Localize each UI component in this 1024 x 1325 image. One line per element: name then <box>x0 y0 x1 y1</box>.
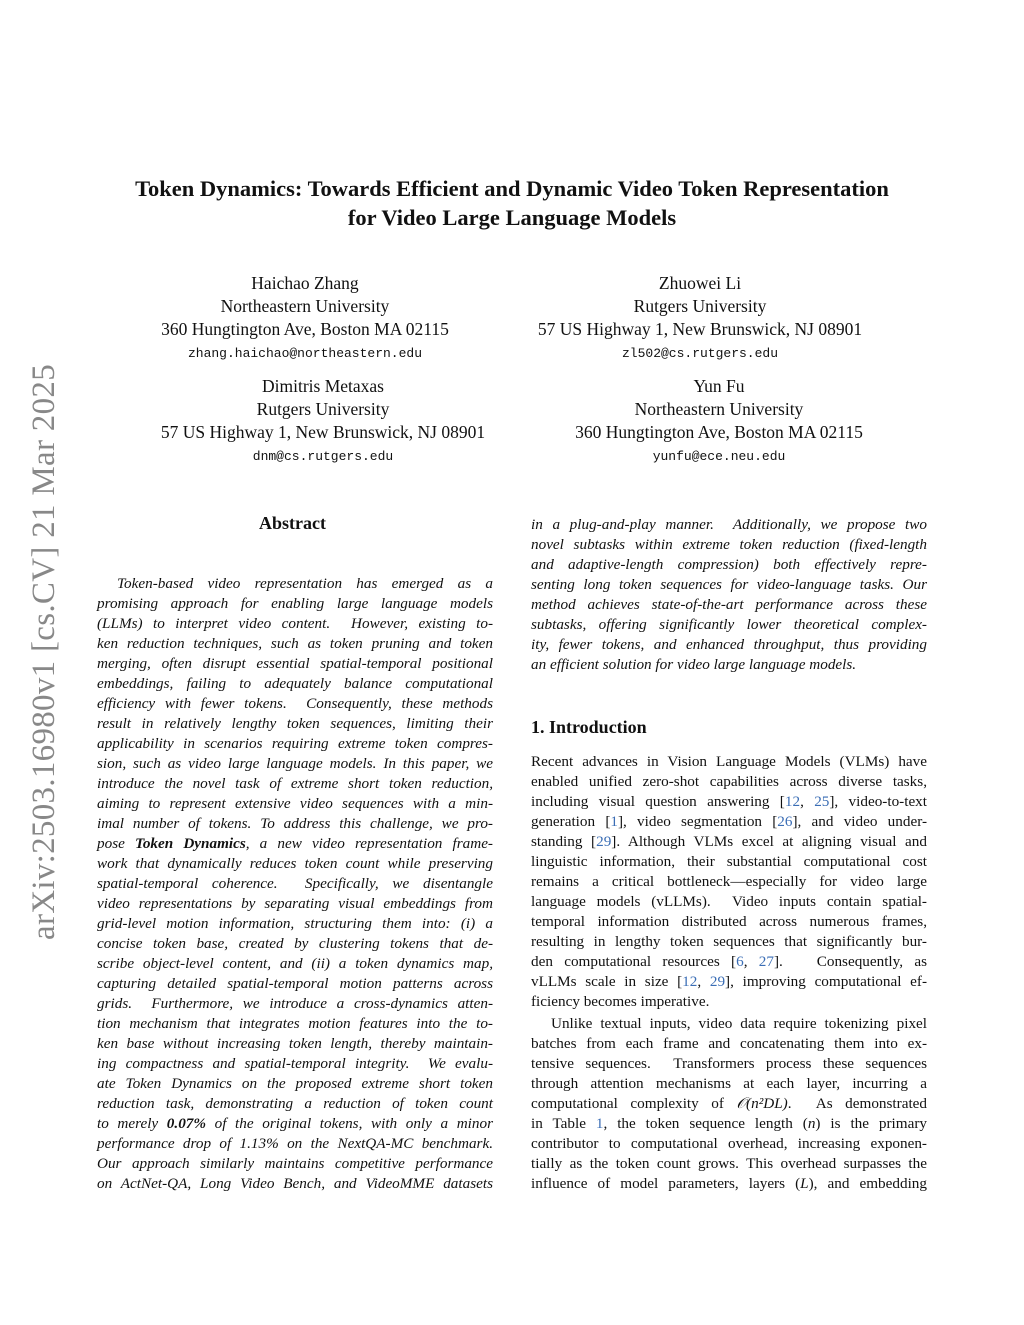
text-segment: Token-based video representation has emerged as a <box>117 575 493 592</box>
author-block <box>490 272 910 367</box>
text-segment: efficiency with fewer tokens. Consequently, these methods <box>97 695 493 712</box>
text-line <box>97 1154 493 1174</box>
math-text: L <box>800 1175 809 1192</box>
author-address: 57 US Highway 1, New Brunswick, NJ 08901 <box>160 422 486 442</box>
text-line <box>531 1134 927 1154</box>
arxiv-identifier-sidebar: arXiv:2503.16980v1 [cs.CV] 21 Mar 2025 <box>26 364 62 940</box>
text-segment: , <box>800 793 815 810</box>
citation-link[interactable]: 6 <box>736 953 744 970</box>
text-line <box>97 734 493 754</box>
text-line <box>531 752 927 772</box>
text-line <box>531 1114 927 1134</box>
text-line <box>531 892 927 912</box>
text-segment: ing compactness and spatial-temporal integrity. We evalu- <box>97 1055 493 1072</box>
title-line: Token Dynamics: Towards Efficient and Dynamic Video Token Representation <box>135 176 889 201</box>
text-segment: pose <box>97 835 135 852</box>
text-line <box>531 635 927 655</box>
text-segment: computational complexity of <box>531 1095 737 1112</box>
text-segment: resulting in lengthy token sequences that significantly bur- <box>531 933 927 950</box>
text-line <box>531 1054 927 1074</box>
author-name: Yun Fu <box>693 376 745 396</box>
text-segment: ) is the primary <box>815 1115 927 1132</box>
text-segment: sion, such as video large language models. In this paper, we <box>97 755 493 772</box>
title-line: for Video Large Language Models <box>347 205 677 230</box>
text-line <box>531 872 927 892</box>
text-line <box>531 932 927 952</box>
text-line <box>97 794 493 814</box>
text-line <box>97 914 493 934</box>
text-segment: tion mechanism that integrates motion features into the to- <box>97 1015 493 1032</box>
text-line <box>97 774 493 794</box>
author-email[interactable]: zhang.haichao@northeastern.edu <box>187 346 423 361</box>
text-segment: ), and embedding <box>808 1175 927 1192</box>
text-segment: tensive sequences. Transformers process these sequences <box>531 1055 927 1072</box>
author-affiliation: Northeastern University <box>220 296 390 316</box>
author-name: Haichao Zhang <box>251 273 359 293</box>
text-segment: Recent advances in Vision Language Models (VLMs) have <box>531 753 927 770</box>
text-segment: imal number of tokens. To address this challenge, we pro- <box>97 815 493 832</box>
author-name: Zhuowei Li <box>658 273 742 293</box>
text-line <box>531 792 927 812</box>
text-segment: ken reduction techniques, such as token pruning and token <box>97 635 493 652</box>
text-segment: , a new video representation frame- <box>245 835 493 852</box>
text-line <box>97 594 493 614</box>
text-line <box>97 714 493 734</box>
text-segment: contributor to computational overhead, increasing exponen- <box>531 1135 927 1152</box>
text-line <box>97 614 493 634</box>
text-segment: scribe object-level content, and (ii) a token dynamics map, <box>97 955 493 972</box>
text-line <box>531 1034 927 1054</box>
text-line <box>97 674 493 694</box>
text-line <box>531 812 927 832</box>
text-segment: senting long token sequences for video-language tasks. Our <box>531 576 927 593</box>
text-segment: ken base without increasing token length, thereby maintain- <box>97 1035 493 1052</box>
text-segment: , <box>743 953 759 970</box>
text-segment: novel subtasks within extreme token reduction (fixed-length <box>531 536 927 553</box>
text-line <box>531 912 927 932</box>
text-line <box>531 1014 927 1034</box>
introduction-paragraph-1 <box>531 752 927 1012</box>
citation-link[interactable]: 1 <box>610 813 618 830</box>
text-segment: subtasks, offering significantly lower theoretical complex- <box>531 616 927 633</box>
text-line <box>531 655 927 675</box>
text-segment: ], and video under- <box>792 813 928 830</box>
author-email[interactable]: zl502@cs.rutgers.edu <box>621 346 779 361</box>
bold-text: 0.07% <box>166 1115 207 1132</box>
text-line <box>531 515 927 535</box>
text-line <box>97 854 493 874</box>
text-segment: enabled unified zero-shot capabilities across diverse tasks, <box>531 773 927 790</box>
text-line <box>97 874 493 894</box>
text-segment: (LLMs) to interpret video content. However, existing to- <box>97 615 493 632</box>
text-segment: aiming to represent extensive video sequences with a min- <box>97 795 493 812</box>
text-segment: . As demonstrated <box>787 1095 927 1112</box>
text-line <box>97 574 493 594</box>
abstract-left-column <box>97 574 493 1194</box>
citation-link[interactable]: 29 <box>596 833 612 850</box>
text-segment: result in relatively lengthy token sequences, limiting their <box>97 715 493 732</box>
text-segment: vLLMs scale in size [ <box>531 973 683 990</box>
text-segment: standing [ <box>531 833 597 850</box>
text-segment: influence of model parameters, layers ( <box>531 1175 801 1192</box>
text-segment: ]. Consequently, as <box>773 953 928 970</box>
text-segment: promising approach for enabling large language models <box>97 595 493 612</box>
text-line <box>97 634 493 654</box>
text-line <box>531 595 927 615</box>
text-line <box>531 615 927 635</box>
author-affiliation: Rutgers University <box>256 399 390 419</box>
text-line <box>531 992 927 1012</box>
text-line <box>97 1034 493 1054</box>
author-affiliation: Northeastern University <box>634 399 804 419</box>
text-line <box>97 814 493 834</box>
text-segment: embeddings, failing to adequately balance computational <box>97 675 493 692</box>
citation-link[interactable]: 26 <box>777 813 793 830</box>
text-segment: an efficient solution for video large language models. <box>531 656 857 673</box>
text-segment: ], video-to-text <box>829 793 927 810</box>
text-segment: ity, fewer tokens, and enhanced throughput, thus providing <box>531 636 927 653</box>
text-segment: remains a critical bottleneck—especially for video large <box>531 873 927 890</box>
bold-text: Token Dynamics <box>134 835 246 852</box>
text-line <box>531 832 927 852</box>
author-address: 57 US Highway 1, New Brunswick, NJ 08901 <box>537 319 863 339</box>
text-segment: tially as the token count grows. This overhead surpasses the <box>531 1155 927 1172</box>
text-line <box>97 1054 493 1074</box>
text-segment: reduction task, demonstrating a reduction of token count <box>97 1095 493 1112</box>
text-segment: batches from each frame and concatenating them into ex- <box>531 1035 927 1052</box>
citation-link[interactable]: 1 <box>595 1115 604 1132</box>
text-segment: temporal information distributed across numerous frames, <box>531 913 927 930</box>
abstract-right-column <box>531 515 927 675</box>
text-segment: , the token sequence length ( <box>603 1115 808 1132</box>
text-line <box>97 994 493 1014</box>
text-line <box>531 1074 927 1094</box>
text-segment: capturing detailed spatial-temporal motion patterns across <box>97 975 493 992</box>
text-line <box>531 555 927 575</box>
text-segment: in Table <box>531 1115 596 1132</box>
author-block <box>509 375 929 470</box>
text-segment: through attention mechanisms at each layer, incurring a <box>531 1075 927 1092</box>
text-line <box>97 694 493 714</box>
text-segment: concise token base, created by clustering tokens that de- <box>97 935 493 952</box>
text-segment: , <box>697 973 710 990</box>
text-line <box>531 575 927 595</box>
text-line <box>97 1134 493 1154</box>
text-line <box>97 1114 493 1134</box>
author-address: 360 Hungtington Ave, Boston MA 02115 <box>161 319 449 339</box>
citation-link[interactable]: 12 <box>682 973 698 990</box>
text-segment: on ActNet-QA, Long Video Bench, and VideoMME datasets <box>97 1175 493 1192</box>
text-segment: ], improving computational ef- <box>725 973 927 990</box>
text-segment: introduce the novel task of extreme short token reduction, <box>97 775 493 792</box>
text-segment: ], video segmentation [ <box>617 813 778 830</box>
text-segment: ate Token Dynamics on the proposed extreme short token <box>97 1075 493 1092</box>
text-segment: applicability in scenarios requiring extreme token compres- <box>97 735 493 752</box>
text-segment: video representations by separating visual embeddings from <box>97 895 493 912</box>
citation-link[interactable]: 29 <box>709 973 726 990</box>
text-line <box>531 972 927 992</box>
text-line <box>97 654 493 674</box>
text-line <box>97 954 493 974</box>
citation-link[interactable]: 27 <box>758 953 774 970</box>
introduction-heading: 1. Introduction <box>531 717 647 737</box>
text-line <box>97 974 493 994</box>
text-segment: to merely <box>97 1115 167 1132</box>
text-line <box>531 1094 927 1114</box>
text-segment: generation [ <box>531 813 611 830</box>
text-segment: grid-level motion information, structuring them into: (i) a <box>97 915 493 932</box>
text-line <box>97 934 493 954</box>
author-email[interactable]: yunfu@ece.neu.edu <box>652 449 786 464</box>
text-line <box>97 1174 493 1194</box>
text-line <box>97 1014 493 1034</box>
citation-link[interactable]: 12 <box>784 793 801 810</box>
citation-link[interactable]: 25 <box>814 793 830 810</box>
text-segment: work that dynamically reduces token count while preserving <box>97 855 493 872</box>
text-segment: ficiency becomes imperative. <box>531 993 710 1010</box>
text-line <box>97 894 493 914</box>
introduction-paragraph-2 <box>531 1014 927 1194</box>
text-line <box>531 772 927 792</box>
abstract-heading: Abstract <box>259 513 326 533</box>
text-segment: including visual question answering [ <box>531 793 785 810</box>
text-segment: performance drop of 1.13% on the NextQA-MC benchmark. <box>97 1135 493 1152</box>
text-line <box>531 535 927 555</box>
text-segment: grids. Furthermore, we introduce a cross-dynamics atten- <box>97 995 493 1012</box>
text-segment: den computational resources [ <box>531 953 737 970</box>
text-segment: Our approach similarly maintains competitive performance <box>97 1155 493 1172</box>
paper-title <box>0 174 1024 232</box>
math-text: n <box>807 1115 816 1132</box>
text-line <box>97 1094 493 1114</box>
text-segment: method achieves state-of-the-art performance across these <box>531 596 927 613</box>
text-line <box>531 852 927 872</box>
text-segment: in a plug-and-play manner. Additionally, we propose two <box>531 516 927 533</box>
text-segment: Unlike textual inputs, video data require tokenizing pixel <box>551 1015 927 1032</box>
text-line <box>531 952 927 972</box>
text-segment: and adaptive-length compression) both effectively repre- <box>531 556 927 573</box>
author-block <box>95 272 515 367</box>
author-address: 360 Hungtington Ave, Boston MA 02115 <box>575 422 863 442</box>
text-line <box>97 1074 493 1094</box>
author-name: Dimitris Metaxas <box>262 376 384 396</box>
text-segment: language models (vLLMs). Video inputs contain spatial- <box>531 893 927 910</box>
text-line <box>531 1174 927 1194</box>
text-segment: linguistic information, their substantial computational cost <box>531 853 927 870</box>
author-email[interactable]: dnm@cs.rutgers.edu <box>252 449 394 464</box>
text-line <box>531 1154 927 1174</box>
text-segment: spatial-temporal coherence. Specifically, we disentangle <box>97 875 493 892</box>
text-segment: of the original tokens, with only a minor <box>206 1115 493 1132</box>
text-segment: ]. Although VLMs excel at aligning visual and <box>611 833 927 850</box>
math-text: 𝒪(n²DL) <box>736 1095 788 1112</box>
author-affiliation: Rutgers University <box>633 296 767 316</box>
text-line <box>97 754 493 774</box>
text-line <box>97 834 493 854</box>
text-segment: merging, often disrupt essential spatial-temporal positional <box>97 655 493 672</box>
author-block <box>113 375 533 470</box>
